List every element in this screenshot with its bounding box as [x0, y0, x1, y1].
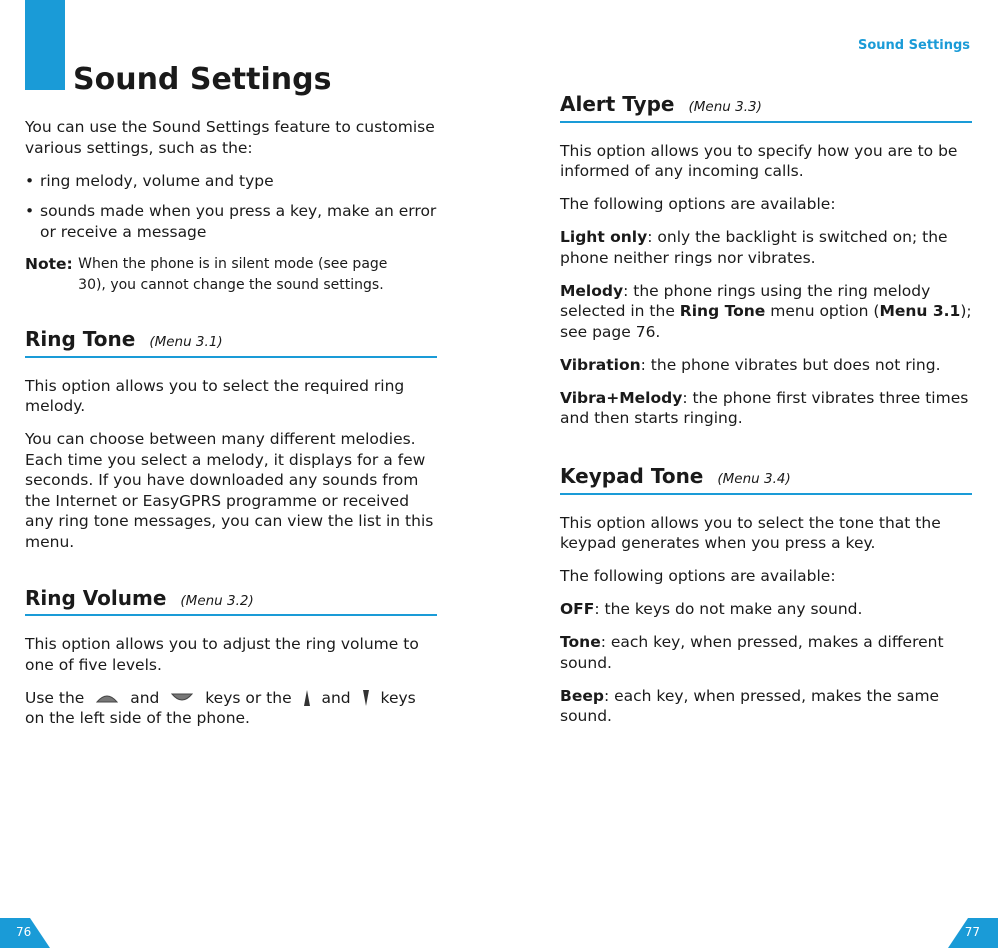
section-title: Ring Tone — [25, 327, 136, 351]
paragraph: This option allows you to select the tone that the keypad generates when you press a key. — [560, 513, 941, 552]
option-beep: Beep: each key, when pressed, makes the same sound. — [560, 686, 940, 725]
volume-down-key-icon — [362, 689, 370, 707]
feature-list — [25, 171, 437, 243]
option-melody: Melody: the phone rings using the ring melody selected in the Ring Tone menu option (Menu 3.1); see page 76. — [560, 281, 972, 341]
section-header — [560, 463, 972, 495]
volume-keys-paragraph: Use the and keys or the and keys on the left side of the phone. — [25, 688, 416, 727]
paragraph: The following options are available: — [560, 567, 836, 585]
list-item: • sounds made when you press a key, make an error or receive a message — [25, 201, 437, 242]
paragraph: This option allows you to select the required ring melody. — [25, 376, 405, 415]
navigation-down-key-icon — [170, 692, 194, 704]
menu-reference: (Menu 3.3) — [688, 99, 762, 115]
section-title: Ring Volume — [25, 585, 167, 610]
alert-type-section — [560, 91, 972, 429]
paragraph: The following options are available: — [560, 195, 836, 213]
navigation-up-key-icon — [95, 692, 119, 704]
menu-reference: (Menu 3.1) — [149, 334, 223, 350]
paragraph: This option allows you to adjust the ring volume to one of five levels. — [25, 635, 419, 674]
ring-volume-section — [25, 585, 437, 729]
intro-paragraph: You can use the Sound Settings feature to customise various settings, such as the: — [25, 118, 435, 157]
section-title: Keypad Tone — [560, 464, 704, 488]
left-page-body — [25, 117, 437, 741]
section-header — [25, 326, 437, 358]
section-header — [25, 585, 437, 617]
option-vibration: Vibration: the phone vibrates but does not ring. — [560, 355, 941, 374]
running-header: Sound Settings — [858, 38, 970, 53]
chapter-accent-block — [25, 0, 65, 90]
note-text: When the phone is in silent mode (see page 30), you cannot change the sound settings. — [78, 256, 388, 293]
note-box: Note: When the phone is in silent mode (see page 30), you cannot change the sound settings. — [25, 254, 437, 296]
volume-up-key-icon — [303, 689, 311, 707]
chapter-title: Sound Settings — [73, 62, 332, 97]
option-tone: Tone: each key, when pressed, makes a different sound. — [560, 633, 944, 672]
option-vibra-melody: Vibra+Melody: the phone first vibrates three times and then starts ringing. — [560, 388, 969, 427]
page-number-right: 77 — [964, 925, 980, 939]
right-page-body — [560, 91, 972, 739]
page-number-left: 76 — [16, 925, 32, 939]
menu-reference: (Menu 3.2) — [180, 592, 254, 609]
option-off: OFF: the keys do not make any sound. — [560, 600, 863, 618]
paragraph: This option allows you to specify how you are to be informed of any incoming calls. — [560, 141, 958, 180]
list-item: • ring melody, volume and type — [25, 171, 437, 192]
option-light-only: Light only: only the backlight is switched on; the phone neither rings nor vibrates. — [560, 228, 948, 267]
section-header — [560, 91, 972, 123]
section-title: Alert Type — [560, 92, 675, 116]
note-label: Note — [25, 255, 67, 273]
ring-tone-section — [25, 326, 437, 552]
menu-reference: (Menu 3.4) — [717, 471, 791, 487]
paragraph: You can choose between many different melodies. Each time you select a melody, it displays for a few seconds. If you have downloaded any sounds from the Internet or EasyGPRS programme or received any ring tone messages, you can view the list in this menu. — [25, 430, 434, 551]
keypad-tone-section — [560, 463, 972, 727]
